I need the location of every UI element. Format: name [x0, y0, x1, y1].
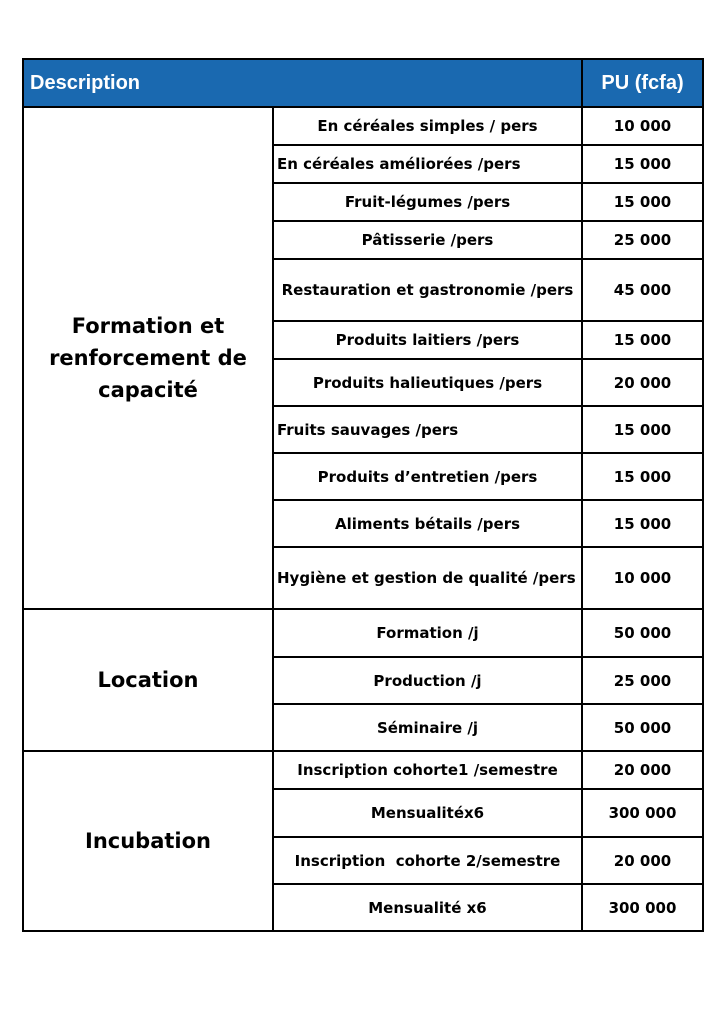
item-label: Hygiène et gestion de qualité /pers: [273, 547, 582, 609]
category-cell-formation: Formation et renforcement de capacité: [23, 107, 273, 609]
item-label: Fruit-légumes /pers: [273, 183, 582, 221]
item-price: 300 000: [582, 884, 703, 931]
item-price: 20 000: [582, 837, 703, 884]
item-price: 20 000: [582, 751, 703, 789]
header-description: Description: [23, 59, 582, 107]
item-price: 300 000: [582, 789, 703, 837]
item-label: Mensualité x6: [273, 884, 582, 931]
category-cell-incubation: Incubation: [23, 751, 273, 931]
item-label: En céréales améliorées /pers: [273, 145, 582, 183]
item-price: 50 000: [582, 704, 703, 751]
header-price: PU (fcfa): [582, 59, 703, 107]
item-label: Inscription cohorte 2/semestre: [273, 837, 582, 884]
item-price: 15 000: [582, 500, 703, 547]
item-price: 15 000: [582, 183, 703, 221]
item-label: Restauration et gastronomie /pers: [273, 259, 582, 321]
item-price: 15 000: [582, 453, 703, 500]
item-label: Produits d’entretien /pers: [273, 453, 582, 500]
item-price: 50 000: [582, 609, 703, 657]
item-label: Mensualitéx6: [273, 789, 582, 837]
table-row: [23, 751, 703, 789]
table-row: [23, 107, 703, 145]
item-label: Fruits sauvages /pers: [273, 406, 582, 453]
table-row: [23, 609, 703, 657]
item-price: 10 000: [582, 107, 703, 145]
price-table: [22, 58, 704, 932]
item-price: 15 000: [582, 406, 703, 453]
item-label: Inscription cohorte1 /semestre: [273, 751, 582, 789]
table-header-row: [23, 59, 703, 107]
item-price: 20 000: [582, 359, 703, 406]
item-label: Produits laitiers /pers: [273, 321, 582, 359]
item-label: Pâtisserie /pers: [273, 221, 582, 259]
item-label: Produits halieutiques /pers: [273, 359, 582, 406]
item-label: Formation /j: [273, 609, 582, 657]
item-price: 10 000: [582, 547, 703, 609]
item-price: 25 000: [582, 221, 703, 259]
item-price: 15 000: [582, 145, 703, 183]
item-label: En céréales simples / pers: [273, 107, 582, 145]
item-label: Production /j: [273, 657, 582, 704]
item-price: 45 000: [582, 259, 703, 321]
item-label: Séminaire /j: [273, 704, 582, 751]
item-label: Aliments bétails /pers: [273, 500, 582, 547]
category-cell-location: Location: [23, 609, 273, 751]
item-price: 15 000: [582, 321, 703, 359]
item-price: 25 000: [582, 657, 703, 704]
